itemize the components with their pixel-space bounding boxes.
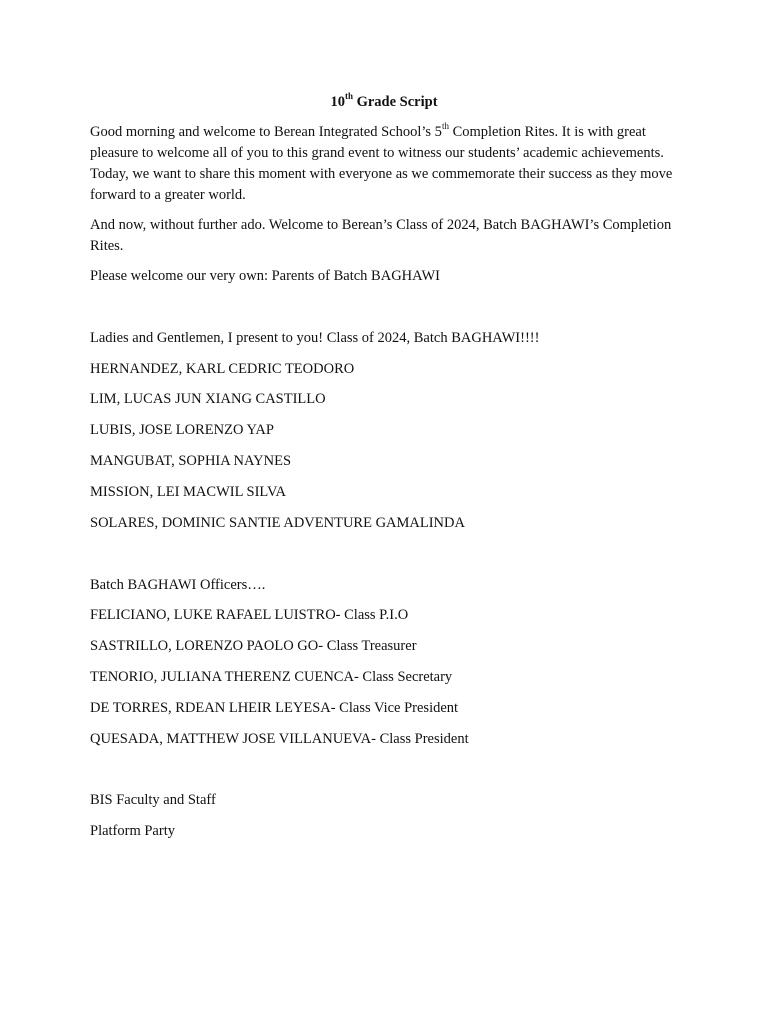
platform-line: Platform Party: [90, 823, 175, 839]
officer-line: QUESADA, MATTHEW JOSE VILLANUEVA- Class President: [90, 731, 469, 747]
officer-line: TENORIO, JULIANA THERENZ CUENCA- Class Secretary: [90, 669, 453, 685]
student-name: LUBIS, JOSE LORENZO YAP: [90, 422, 274, 438]
intro-part2: Completion Rites. It is with great pleasure to welcome all of you to this grand event to witness our students’ academic achievements. Today, we want to share this moment with everyone as we commemorate their success as they move forward to a greater world.: [90, 124, 673, 203]
student-name: HERNANDEZ, KARL CEDRIC TEODORO: [90, 361, 355, 377]
title-text: Grade Script: [352, 94, 438, 110]
student-name: MANGUBAT, SOPHIA NAYNES: [90, 453, 292, 469]
student-name: MISSION, LEI MACWIL SILVA: [90, 484, 287, 500]
intro-superscript: th: [441, 121, 449, 132]
document-title: [0, 92, 768, 113]
title-superscript: th: [344, 91, 353, 102]
faculty-line: BIS Faculty and Staff: [90, 792, 216, 808]
student-name: LIM, LUCAS JUN XIANG CASTILLO: [90, 391, 326, 407]
title-number: 10: [330, 94, 345, 110]
intro-paragraph: [90, 122, 680, 206]
parents-line: Please welcome our very own: Parents of Batch BAGHAWI: [90, 268, 440, 284]
intro-part1: Good morning and welcome to Berean Integrated School’s 5: [90, 124, 442, 140]
student-name: SOLARES, DOMINIC SANTIE ADVENTURE GAMALINDA: [90, 515, 465, 531]
officers-heading: Batch BAGHAWI Officers….: [90, 577, 266, 593]
welcome-paragraph: And now, without further ado. Welcome to Berean’s Class of 2024, Batch BAGHAWI’s Completion Rites.: [90, 217, 672, 254]
present-line: Ladies and Gentlemen, I present to you! Class of 2024, Batch BAGHAWI!!!!: [90, 330, 540, 346]
officer-line: FELICIANO, LUKE RAFAEL LUISTRO- Class P.I.O: [90, 607, 409, 623]
officer-line: SASTRILLO, LORENZO PAOLO GO- Class Treasurer: [90, 638, 417, 654]
officer-line: DE TORRES, RDEAN LHEIR LEYESA- Class Vice President: [90, 700, 459, 716]
